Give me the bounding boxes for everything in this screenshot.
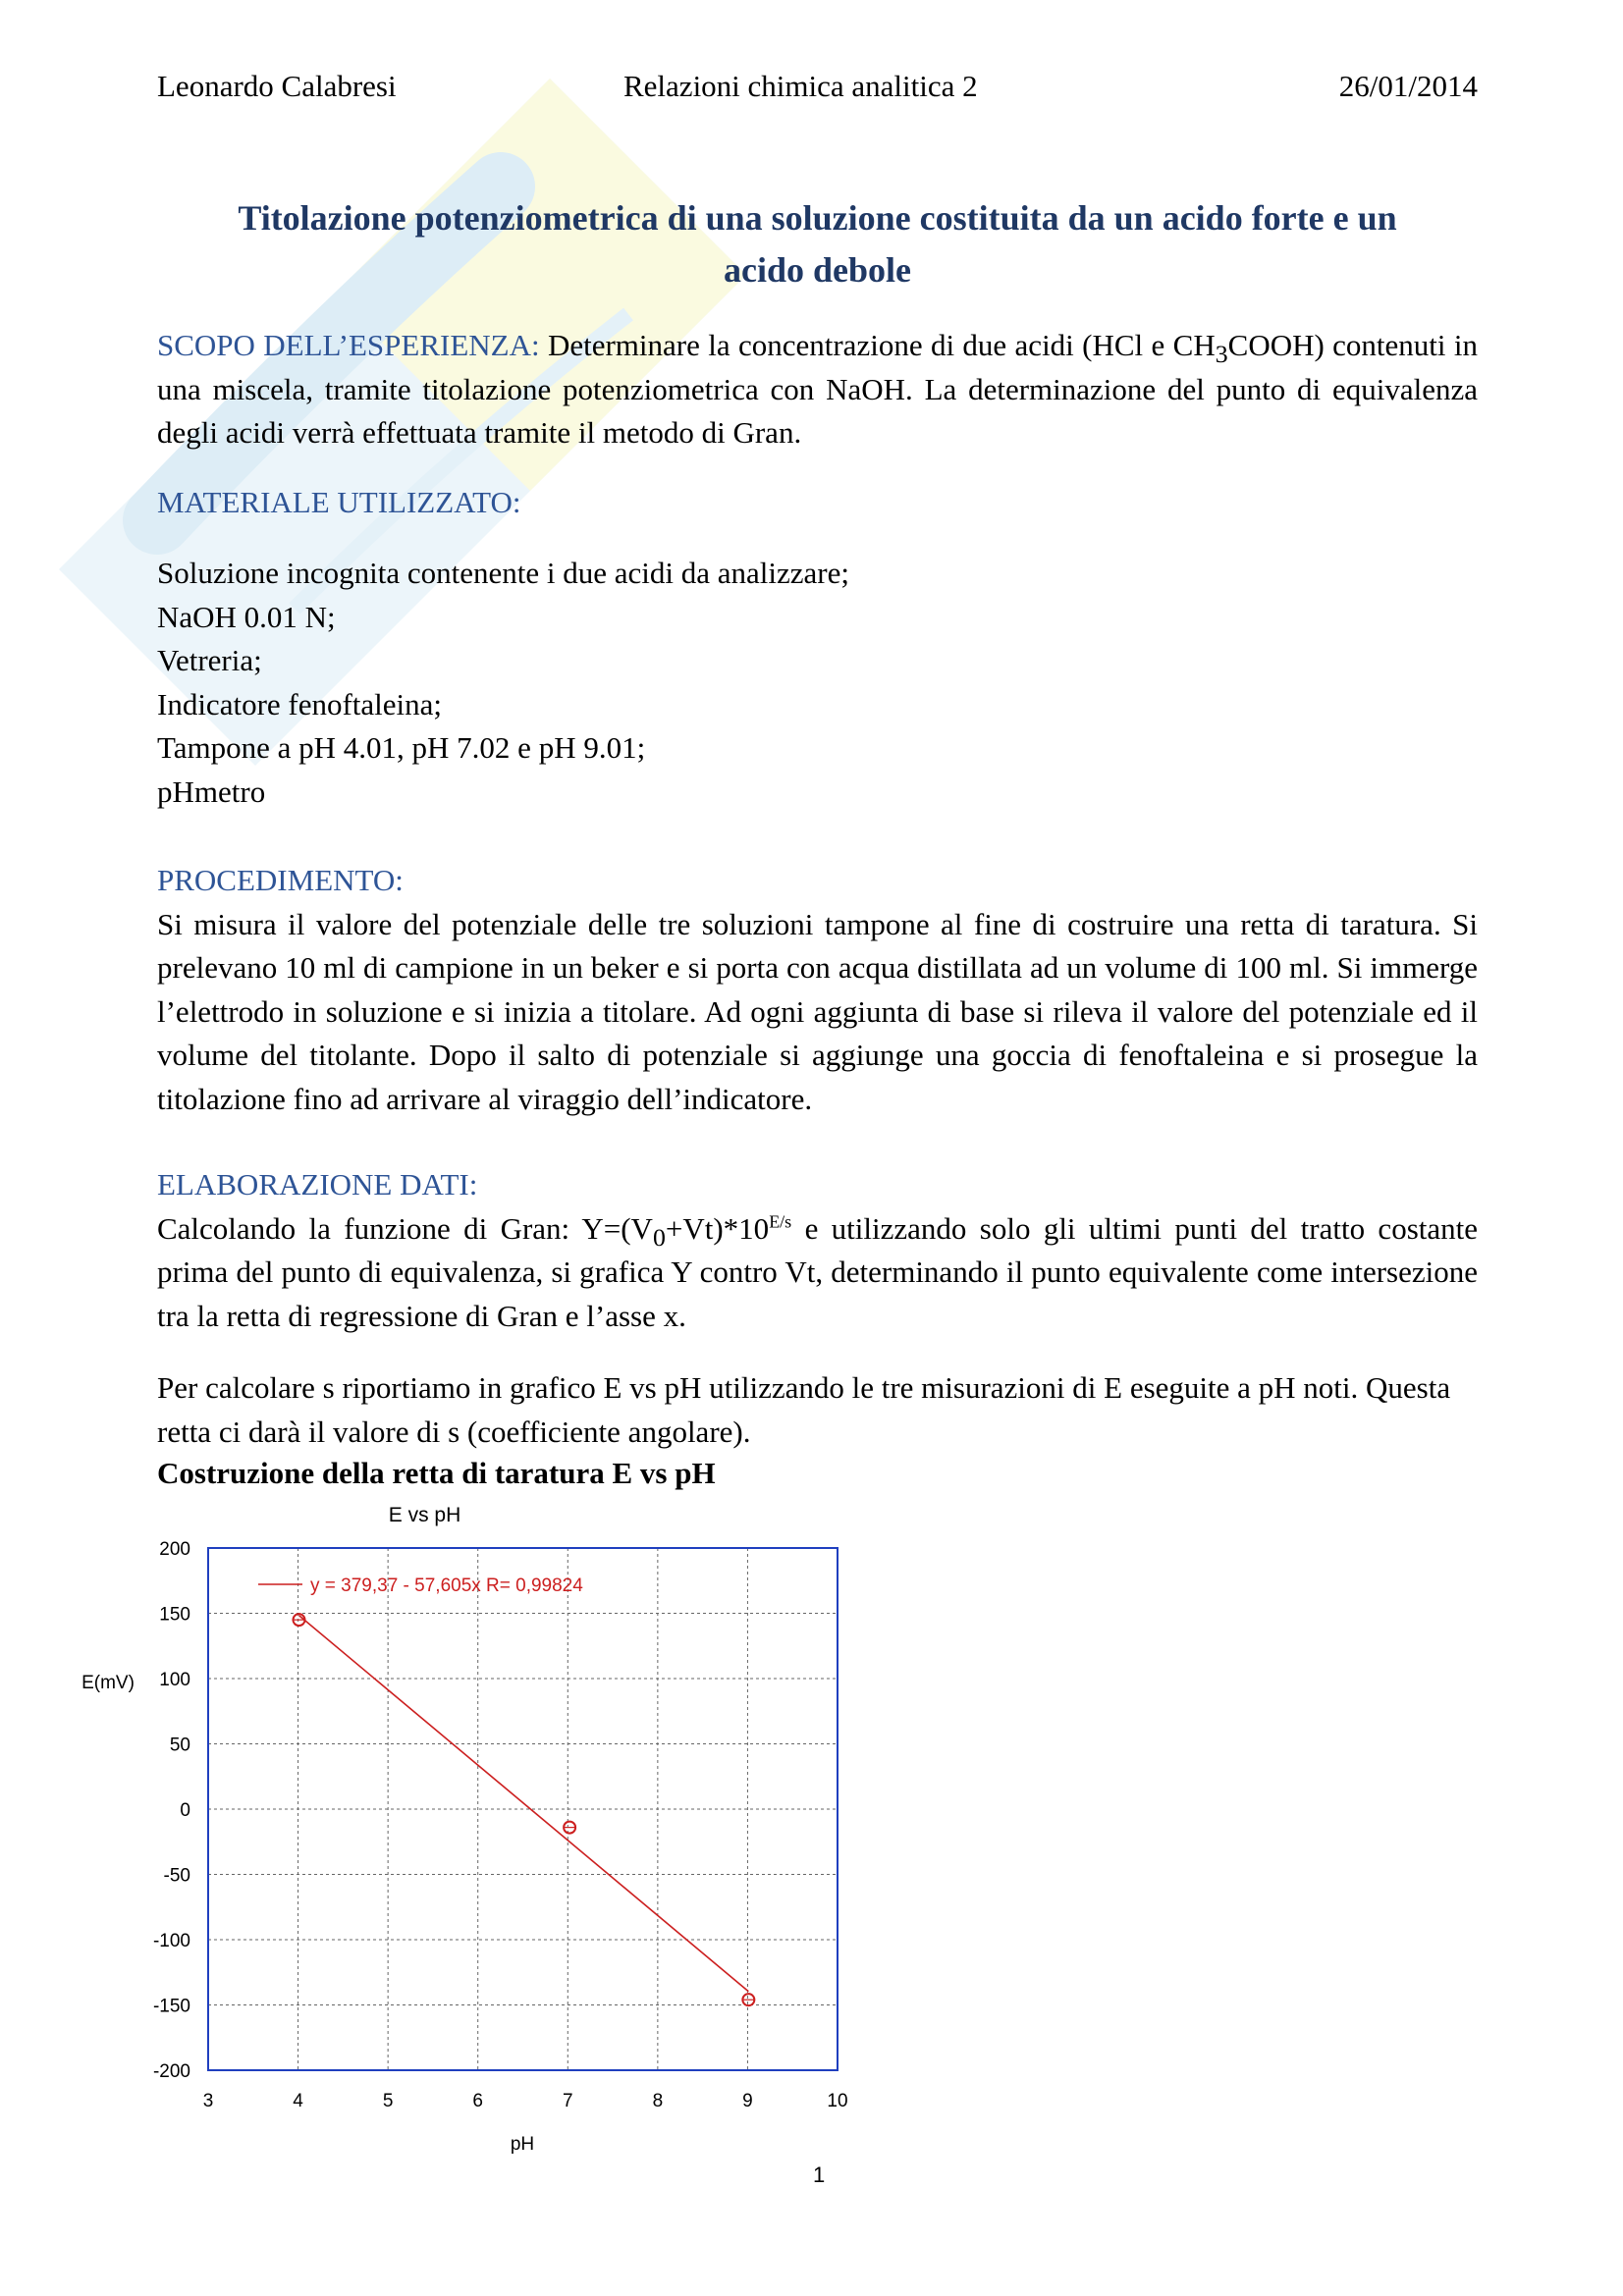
gran-text-2: +Vt)*10 [665,1210,770,1246]
page-header [157,69,1478,108]
title-line-2: acido debole [723,250,911,290]
x-tick-label: 9 [742,2091,753,2111]
y-tick-label: 200 [159,1539,190,1560]
section-elaborazione [157,1163,1478,1338]
elaborazione-paragraph-2 [157,1366,1478,1454]
gran-text-3: e utilizzando solo gli ultimi punti del tratto costante prima del punto di equivalenza, si grafica Y contro Vt, determinando il punto equivalente come intersezione tra la retta di regressione di Gran e l’asse x. [157,1210,1478,1333]
gran-text-1: Calcolando la funzione di Gran: Y=(V [157,1210,653,1246]
y-tick-label: -50 [163,1865,190,1887]
materiale-item: Indicatore fenoftaleina; [157,686,443,721]
section-scopo [157,324,1478,455]
y-tick-label: -100 [152,1931,190,1951]
materiale-list [157,552,849,814]
title-line-1: Titolazione potenziometrica di una soluzione costituita da un acido forte e un [238,198,1397,238]
legend-fit-label: y = 379,37 - 57,605x R= 0,99824 [310,1575,583,1596]
y-tick-label: 150 [159,1604,190,1626]
scopo-label: SCOPO DELL’ESPERIENZA: [157,328,540,362]
page-number: 1 [813,2163,826,2187]
chart-title: E vs pH [388,1504,461,1526]
procedimento-label: PROCEDIMENTO: [157,863,404,897]
regression-line [298,1616,748,1992]
section-materiale-heading [157,481,1478,525]
scopo-text-1: Determinare la concentrazione di due acidi (HCl e CH [539,328,1216,362]
x-axis-label: pH [510,2134,535,2155]
e-vs-ph-chart [59,1492,884,2179]
y-tick-label: 50 [169,1735,190,1756]
section-procedimento [157,859,1478,1121]
materiale-item: pHmetro [157,774,266,809]
y-tick-label: -150 [152,1996,190,2017]
materiale-item: Tampone a pH 4.01, pH 7.02 e pH 9.01; [157,730,646,765]
materiale-item: NaOH 0.01 N; [157,599,336,634]
x-tick-label: 6 [472,2091,484,2111]
elaborazione-p2-text: Per calcolare s riportiamo in grafico E vs pH utilizzando le tre misurazioni di E eseguite a pH noti. Questa retta ci darà il valore di s (coefficiente angolare). [157,1370,1451,1449]
elaborazione-label: ELABORAZIONE DATI: [157,1167,478,1201]
header-date: 26/01/2014 [1338,69,1478,103]
gran-superscript: E/s [769,1211,792,1232]
y-tick-label: 0 [180,1800,190,1821]
procedimento-text: Si misura il valore del potenziale delle tre soluzioni tampone al fine di costruire una retta di taratura. Si prelevano 10 ml di campione in un beker e si porta con acqua distillata ad un volume di 100 ml. Si immerge l’elettrodo in soluzione e si inizia a titolare. Ad ogni aggiunta di base si rileva il valore del potenziale ed il volume del titolante. Dopo il salto di potenziale si aggiunge una goccia di fenoftaleina e si prosegue la titolazione fino ad arrivare al viraggio dell’indicatore. [157,906,1478,1116]
gran-subscript: 0 [652,1222,666,1252]
materiale-label: MATERIALE UTILIZZATO: [157,485,521,519]
y-axis-label: E(mV) [81,1673,135,1693]
figure-title: Costruzione della retta di taratura E vs pH [157,1456,716,1490]
x-tick-label: 7 [562,2091,573,2111]
header-course: Relazioni chimica analitica 2 [623,69,978,103]
header-author: Leonardo Calabresi [157,69,397,103]
document-title [157,192,1478,296]
materiale-item: Vetreria; [157,643,262,677]
elaborazione-paragraph-1 [157,1207,1478,1339]
materiale-item: Soluzione incognita contenente i due acidi da analizzare; [157,556,849,590]
x-tick-label: 10 [827,2091,848,2111]
y-tick-label: -200 [152,2061,190,2082]
x-tick-label: 5 [382,2091,394,2111]
x-tick-label: 8 [652,2091,664,2111]
y-tick-label: 100 [159,1670,190,1690]
x-tick-label: 4 [293,2091,303,2111]
scopo-subscript: 3 [1215,340,1228,369]
scopo-text-2: COOH) contenuti in una miscela, tramite titolazione potenziometrica con NaOH. La determinazione del punto di equivalenza degli acidi verrà effettuata tramite il metodo di Gran. [157,328,1479,450]
x-tick-label: 3 [202,2091,214,2111]
